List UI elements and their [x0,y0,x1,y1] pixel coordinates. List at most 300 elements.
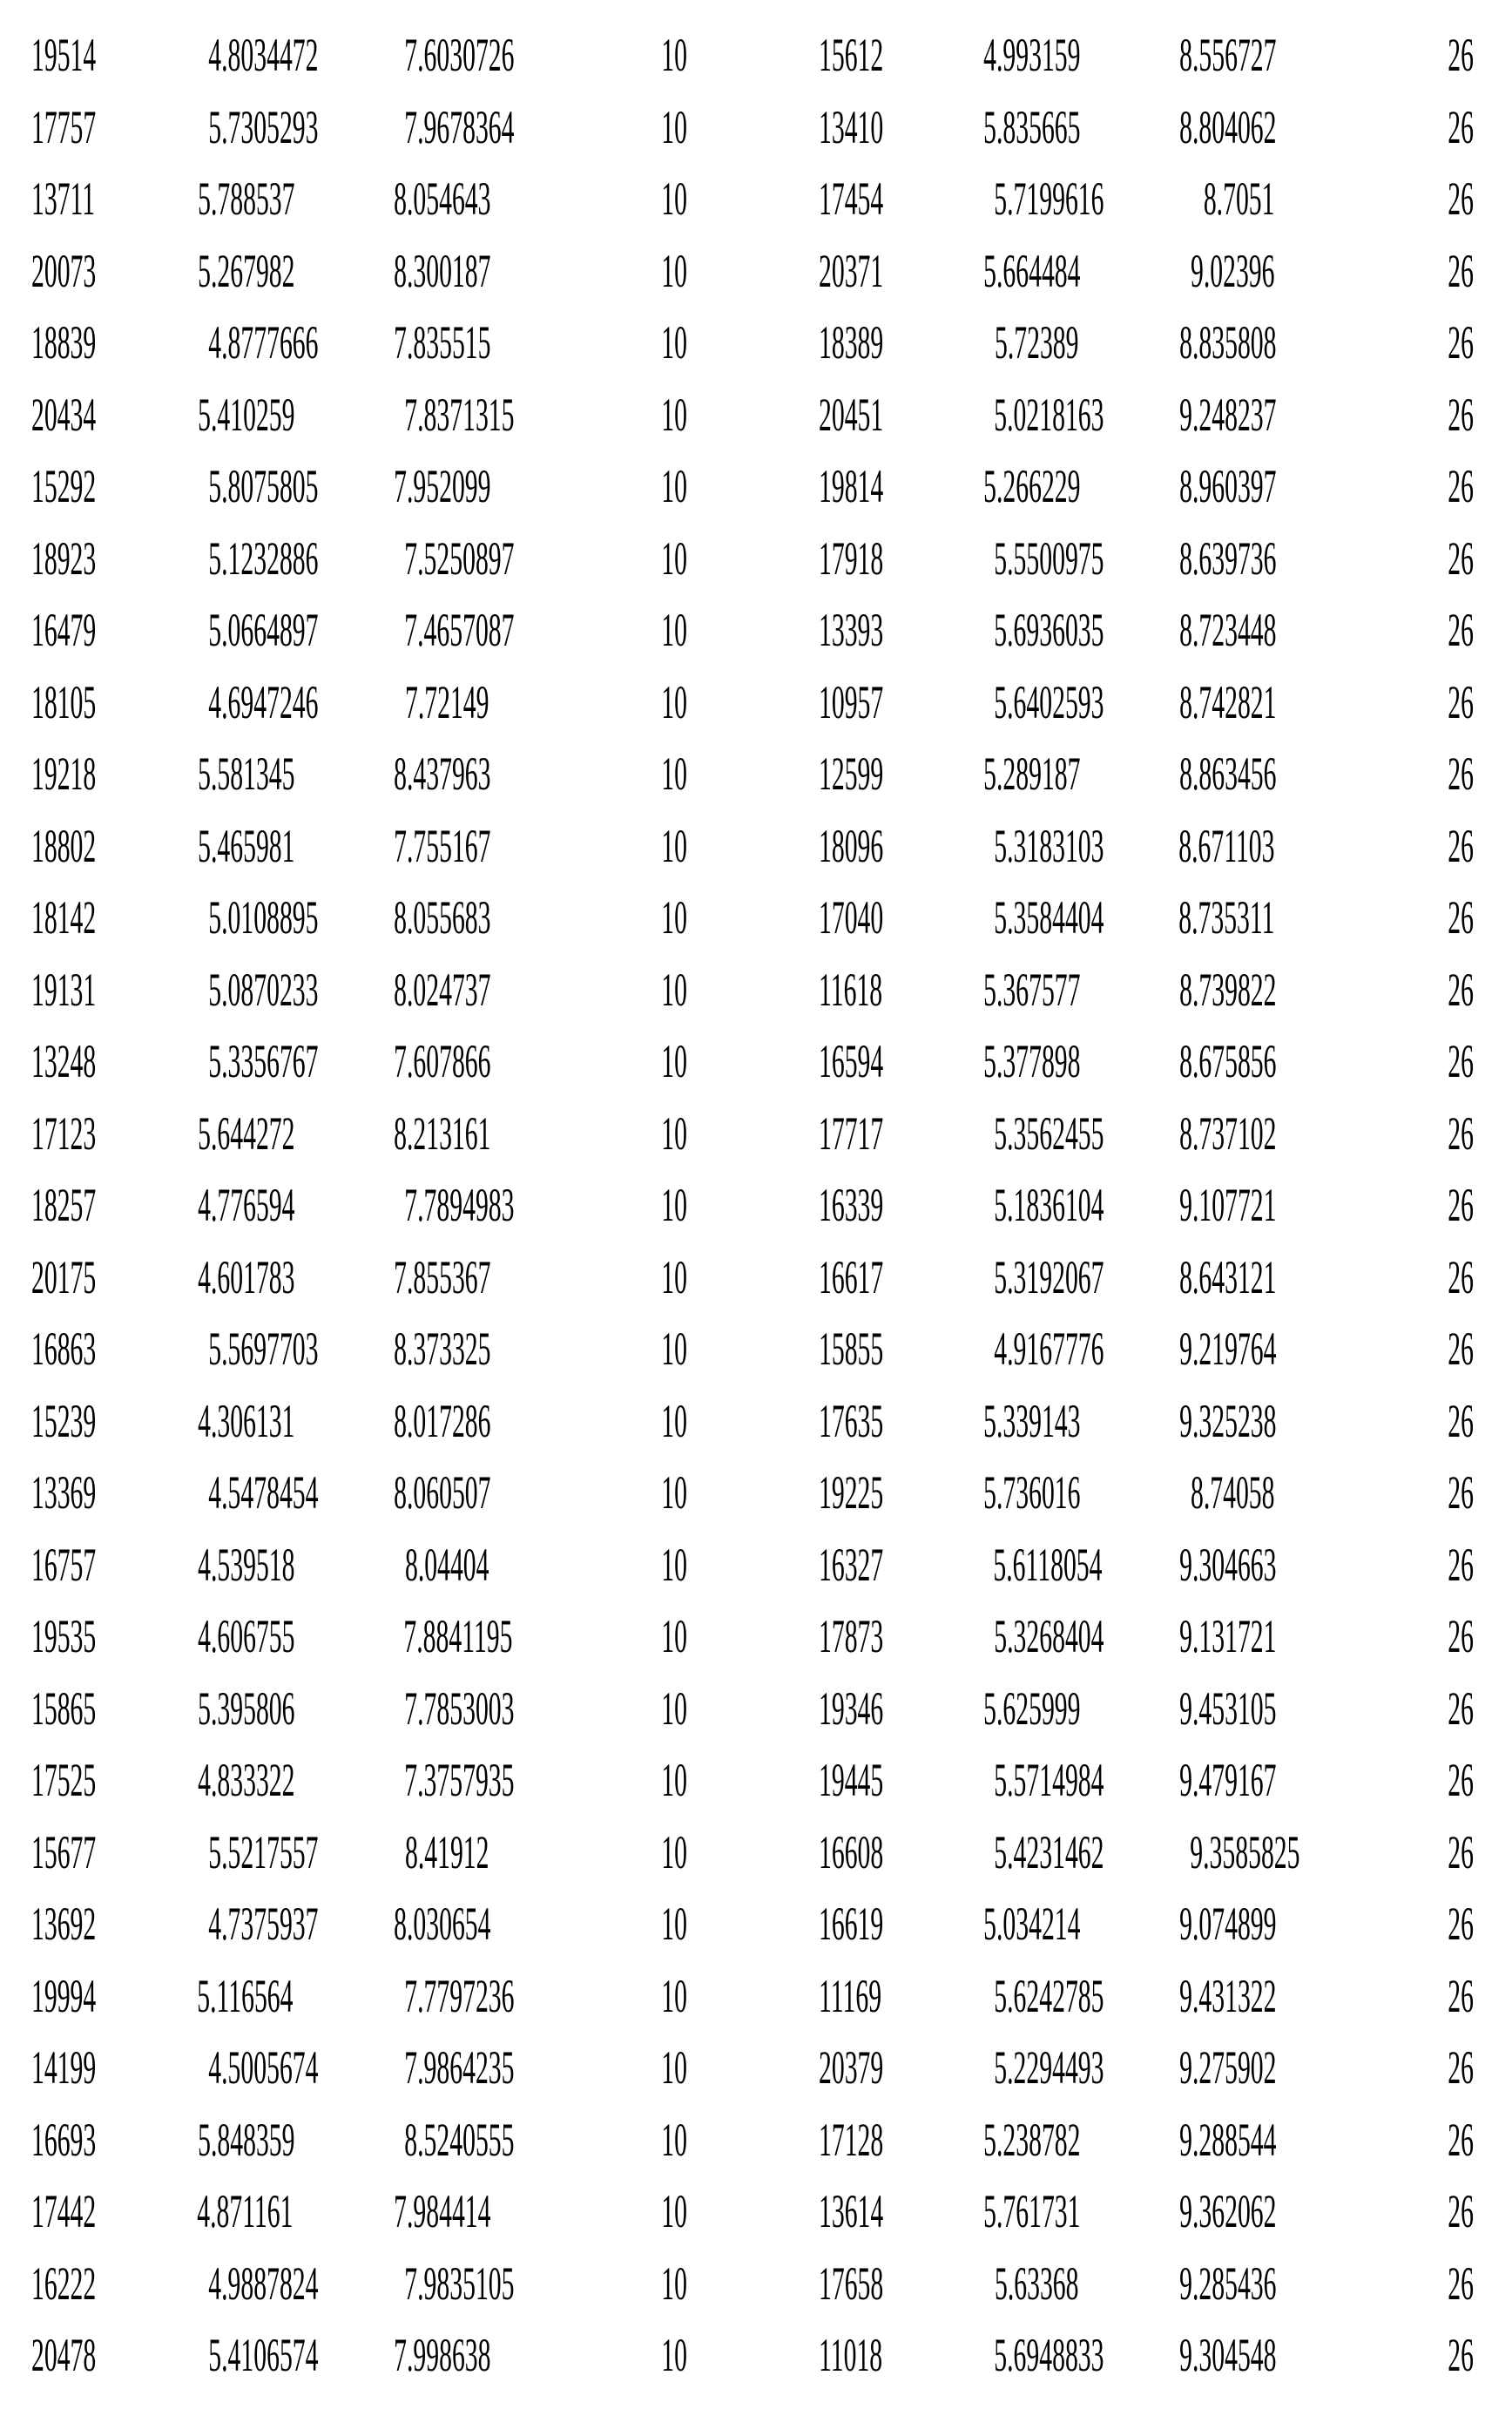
cell-text: 26 [1448,675,1474,728]
right-group-cell [1299,2257,1474,2310]
table-row [0,1466,1512,1538]
cell-text: 26 [1448,1394,1474,1447]
cell-text: 10 [661,531,687,585]
cell-text: 9.325238 [1179,1394,1277,1447]
right-value-b-cell [1100,820,1274,872]
cell-text: 9.285436 [1179,2257,1277,2310]
table-row [0,2041,1512,2113]
cell-text: 8.054643 [394,173,491,225]
cell-text: 7.9864235 [404,2041,515,2094]
cell-text: 19445 [819,1754,884,1806]
right-value-b-cell [1100,1969,1277,2022]
right-value-b-cell [1100,1106,1277,1160]
right-value-a-cell [904,1394,1081,1447]
cell-text: 5.465981 [198,819,295,872]
right-value-b-cell [1100,963,1277,1016]
right-value-a-cell [904,1682,1081,1735]
cell-text: 10 [661,29,687,81]
left-value-a-cell [118,2041,319,2094]
table-row [0,2114,1512,2185]
cell-text: 13410 [819,100,884,153]
cell-text: 20379 [819,2041,884,2094]
cell-text: 16693 [31,2113,97,2166]
left-value-b-cell [314,173,489,225]
cell-text: 10 [661,1610,687,1662]
left-value-a-cell [118,389,293,441]
left-value-a-cell [118,1539,293,1591]
cell-text: 5.1232886 [208,531,319,585]
left-value-b-cell [314,2041,515,2094]
cell-text: 7.755167 [394,819,491,872]
cell-text: 10 [661,675,687,728]
cell-text: 20175 [31,1250,97,1303]
cell-text: 15677 [31,1825,97,1878]
right-group-cell [1299,891,1474,944]
right-group-cell [1299,1466,1474,1519]
cell-text: 9.248237 [1179,388,1277,441]
cell-text: 18257 [31,1179,97,1231]
cell-text: 8.373325 [394,1323,491,1375]
left-value-b-cell [314,1035,489,1087]
cell-text: 5.0218163 [994,388,1104,441]
cell-text: 17757 [31,100,97,153]
left-group-cell [513,1826,687,1878]
left-value-a-cell [118,1898,319,1950]
left-group-cell [513,2257,687,2310]
cell-text: 10 [661,2041,687,2094]
right-value-a-cell [904,244,1081,297]
right-group-cell [1299,748,1474,800]
left-value-b-cell [314,1323,489,1375]
left-group-cell [513,2329,687,2381]
right-value-a-cell [904,819,1104,872]
cell-text: 26 [1448,316,1474,369]
left-value-b-cell [314,1395,489,1447]
cell-text: 17658 [819,2257,884,2310]
left-value-a-cell [118,173,293,225]
cell-text: 15292 [31,460,97,512]
cell-text: 8.960397 [1179,460,1277,512]
left-value-b-cell [314,1466,489,1519]
cell-text: 16222 [31,2257,97,2310]
cell-text: 19814 [819,460,884,512]
cell-text: 10 [661,1394,687,1447]
cell-text: 8.639736 [1179,531,1277,585]
cell-text: 26 [1448,1754,1474,1806]
left-value-b-cell [314,2329,489,2381]
cell-text: 5.8075805 [208,460,319,512]
table-row [0,1251,1512,1323]
cell-text: 5.410259 [198,388,295,441]
right-group-cell [1299,1970,1474,2022]
left-value-a-cell [118,1825,319,1878]
right-value-a-cell [904,604,1104,656]
cell-text: 26 [1448,748,1474,800]
left-value-a-cell [118,531,319,585]
left-value-b-cell [314,460,489,512]
cell-text: 5.0108895 [208,891,319,944]
cell-text: 8.723448 [1179,604,1277,656]
table-row [0,1539,1512,1610]
cell-text: 5.6402593 [994,675,1104,728]
right-group-cell [1299,1251,1474,1303]
cell-text: 9.219764 [1179,1323,1277,1375]
cell-text: 19535 [31,1610,97,1662]
left-value-a-cell [118,1970,293,2022]
left-value-a-cell [118,460,319,512]
right-group-cell [1299,245,1474,297]
left-value-b-cell [314,316,489,369]
cell-text: 10 [661,173,687,225]
cell-text: 17128 [819,2113,884,2166]
left-value-a-cell [118,1107,293,1160]
left-value-a-cell [118,1466,319,1519]
right-group-cell [1299,1539,1474,1591]
cell-text: 17442 [31,2185,97,2237]
right-value-b-cell [1100,1754,1277,1806]
right-value-a-cell [904,1610,1104,1662]
cell-text: 4.5005674 [208,2041,319,2094]
cell-text: 9.453105 [1179,1682,1277,1735]
cell-text: 9.479167 [1179,1754,1277,1806]
cell-text: 26 [1448,891,1474,944]
cell-text: 10 [661,244,687,297]
cell-text: 7.7894983 [404,1179,515,1231]
cell-text: 8.735311 [1178,891,1275,944]
left-value-a-cell [118,1251,293,1303]
cell-text: 9.304663 [1179,1538,1277,1591]
right-value-a-cell [904,963,1081,1016]
left-value-a-cell [118,1179,293,1231]
left-value-b-cell [314,2185,489,2237]
cell-text: 26 [1448,1179,1474,1231]
cell-text: 26 [1448,388,1474,441]
cell-text: 5.0870233 [208,963,319,1016]
cell-text: 9.275902 [1179,2041,1277,2094]
cell-text: 9.02396 [1190,244,1274,297]
cell-text: 9.131721 [1179,1610,1277,1662]
cell-text: 10 [661,1969,687,2022]
cell-text: 26 [1448,2185,1474,2237]
left-group-cell [513,1898,687,1950]
right-value-b-cell [1100,1682,1277,1735]
cell-text: 7.855367 [394,1250,491,1303]
cell-text: 17040 [819,891,884,944]
right-value-b-cell [1100,2257,1277,2310]
cell-text: 8.863456 [1179,748,1277,800]
right-value-a-cell [904,1969,1104,2022]
right-value-a-cell [904,675,1104,728]
cell-text: 5.395806 [198,1682,295,1735]
right-group-cell [1299,1107,1474,1160]
table-row [0,1179,1512,1250]
right-value-a-cell [904,1179,1104,1231]
table-row [0,2329,1512,2400]
left-value-a-cell [118,1395,293,1447]
cell-text: 11618 [819,963,883,1016]
left-value-a-cell [118,748,293,800]
cell-text: 17873 [819,1610,884,1662]
right-value-b-cell [1100,1394,1277,1447]
cell-text: 4.871161 [197,2185,294,2237]
table-row [0,1107,1512,1179]
cell-text: 5.736016 [983,1466,1081,1519]
cell-text: 19218 [31,748,97,800]
cell-text: 5.3268404 [994,1610,1104,1662]
left-value-b-cell [314,1682,515,1735]
cell-text: 5.3356767 [208,1035,319,1087]
left-value-b-cell [314,1107,489,1160]
left-value-a-cell [118,675,319,728]
left-group-cell [513,1539,687,1591]
cell-text: 5.034214 [983,1898,1081,1950]
cell-text: 15239 [31,1394,97,1447]
left-group-cell [513,1970,687,2022]
cell-text: 5.3192067 [994,1250,1104,1303]
cell-text: 7.3757935 [404,1754,515,1806]
cell-text: 26 [1448,2329,1474,2381]
table-row [0,173,1512,244]
cell-text: 5.6118054 [993,1538,1103,1591]
cell-text: 5.4106574 [208,2329,319,2381]
left-group-cell [513,1754,687,1806]
cell-text: 10 [661,748,687,800]
table-row [0,891,1512,963]
left-group-cell [513,1610,687,1662]
cell-text: 4.5478454 [208,1466,319,1519]
right-group-cell [1299,2041,1474,2094]
cell-text: 9.288544 [1179,2113,1277,2166]
cell-text: 5.788537 [198,173,295,225]
left-group-cell [513,820,687,872]
cell-text: 7.984414 [394,2185,491,2237]
right-value-b-cell [1100,891,1274,944]
table-row [0,1610,1512,1682]
right-value-a-cell [904,1323,1104,1375]
left-group-cell [513,1395,687,1447]
cell-text: 5.5500975 [994,531,1104,585]
cell-text: 5.7305293 [208,100,319,153]
cell-text: 26 [1448,1898,1474,1950]
right-value-a-cell [904,173,1104,225]
table-row [0,245,1512,316]
cell-text: 9.3585825 [1190,1825,1300,1878]
cell-text: 5.339143 [983,1394,1081,1447]
table-row [0,1035,1512,1106]
cell-text: 8.556727 [1179,29,1277,81]
right-group-cell [1299,676,1474,728]
cell-text: 26 [1448,2041,1474,2094]
left-value-b-cell [314,100,515,153]
cell-text: 7.6030726 [404,29,515,81]
cell-text: 7.9678364 [404,100,515,153]
right-value-a-cell [904,316,1078,369]
left-value-b-cell [314,1539,489,1591]
cell-text: 7.998638 [394,2329,491,2381]
cell-text: 19994 [31,1969,97,2022]
cell-text: 5.6948833 [994,2329,1104,2381]
right-group-cell [1299,1179,1474,1231]
right-value-b-cell [1100,675,1277,728]
cell-text: 7.72149 [404,675,489,728]
cell-text: 4.993159 [983,29,1081,81]
cell-text: 10 [661,604,687,656]
left-value-b-cell [314,1826,489,1878]
table-row [0,748,1512,819]
cell-text: 26 [1448,819,1474,872]
cell-text: 8.742821 [1179,675,1277,728]
right-value-a-cell [904,460,1081,512]
cell-text: 10 [661,891,687,944]
left-group-cell [513,316,687,369]
left-value-b-cell [314,676,489,728]
table-row [0,676,1512,748]
cell-text: 17123 [31,1106,97,1160]
right-value-a-cell [904,2113,1081,2166]
cell-text: 8.7051 [1203,173,1274,225]
left-group-cell [513,245,687,297]
left-group-cell [513,1251,687,1303]
table-row [0,389,1512,460]
cell-text: 4.6947246 [208,675,319,728]
left-value-a-cell [118,1323,319,1375]
left-value-a-cell [118,820,293,872]
cell-text: 4.306131 [198,1394,295,1447]
cell-text: 17717 [819,1106,884,1160]
cell-text: 20371 [819,244,884,297]
left-group-cell [513,532,687,585]
cell-text: 4.601783 [198,1250,295,1303]
cell-text: 8.024737 [394,963,491,1016]
cell-text: 5.1836104 [994,1179,1104,1231]
cell-text: 10 [661,316,687,369]
cell-text: 18096 [819,819,884,872]
table-row [0,1395,1512,1466]
cell-text: 15865 [31,1682,97,1735]
left-value-b-cell [314,29,515,81]
cell-text: 5.5714984 [994,1754,1104,1806]
right-value-a-cell [904,1898,1081,1950]
right-value-b-cell [1100,100,1277,153]
cell-text: 26 [1448,1035,1474,1087]
cell-text: 26 [1448,100,1474,153]
right-value-a-cell [904,891,1104,944]
right-value-a-cell [904,2185,1081,2237]
table-row [0,532,1512,604]
cell-text: 13393 [819,604,884,656]
right-group-cell [1299,532,1474,585]
left-value-a-cell [118,245,293,297]
table-row [0,460,1512,531]
right-value-b-cell [1100,1825,1300,1878]
cell-text: 5.63368 [994,2257,1078,2310]
table-row [0,820,1512,891]
right-value-b-cell [1100,29,1277,81]
cell-text: 16617 [819,1250,884,1303]
left-group-cell [513,1035,687,1087]
cell-text: 13614 [819,2185,884,2237]
cell-text: 13692 [31,1898,97,1950]
cell-text: 10 [661,2329,687,2381]
left-value-b-cell [314,1610,513,1662]
left-group-cell [513,676,687,728]
cell-text: 16594 [819,1035,884,1087]
right-value-b-cell [1100,388,1277,441]
right-group-cell [1299,1395,1474,1447]
cell-text: 17525 [31,1754,97,1806]
cell-text: 4.8777666 [208,316,319,369]
table-row [0,964,1512,1035]
cell-text: 5.7199616 [994,173,1104,225]
right-value-b-cell [1100,316,1277,369]
cell-text: 26 [1448,1610,1474,1662]
cell-text: 18839 [31,316,97,369]
cell-text: 5.116564 [197,1969,294,2022]
cell-text: 5.625999 [983,1682,1081,1735]
cell-text: 7.835515 [394,316,491,369]
cell-text: 26 [1448,173,1474,225]
left-group-cell [513,1466,687,1519]
cell-text: 4.833322 [198,1754,295,1806]
cell-text: 8.41912 [404,1825,489,1878]
cell-text: 10 [661,1466,687,1519]
left-value-a-cell [118,2185,293,2237]
cell-text: 26 [1448,1323,1474,1375]
right-value-b-cell [1100,173,1274,225]
cell-text: 10 [661,963,687,1016]
left-group-cell [513,1323,687,1375]
right-value-a-cell [904,531,1104,585]
cell-text: 5.835665 [983,100,1081,153]
cell-text: 5.581345 [198,748,295,800]
cell-text: 10 [661,1682,687,1735]
cell-text: 16327 [819,1538,884,1591]
right-group-cell [1299,2114,1474,2166]
cell-text: 8.213161 [394,1106,491,1160]
cell-text: 9.362062 [1179,2185,1277,2237]
cell-text: 26 [1448,1682,1474,1735]
right-value-b-cell [1100,1898,1277,1950]
left-value-b-cell [314,820,489,872]
cell-text: 10 [661,1179,687,1231]
left-group-cell [513,101,687,153]
right-value-a-cell [904,748,1081,800]
cell-text: 7.607866 [394,1035,491,1087]
cell-text: 26 [1448,460,1474,512]
cell-text: 20451 [819,388,884,441]
cell-text: 8.675856 [1179,1035,1277,1087]
cell-text: 10 [661,2185,687,2237]
table-row [0,2185,1512,2257]
left-group-cell [513,748,687,800]
right-group-cell [1299,1610,1474,1662]
cell-text: 10 [661,1250,687,1303]
cell-text: 8.5240555 [404,2113,515,2166]
left-value-b-cell [314,1179,515,1231]
right-group-cell [1299,460,1474,512]
cell-text: 8.437963 [394,748,491,800]
right-group-cell [1299,1898,1474,1950]
cell-text: 5.848359 [198,2113,295,2166]
cell-text: 10 [661,1754,687,1806]
right-value-a-cell [904,1754,1104,1806]
left-group-cell [513,460,687,512]
cell-text: 8.835808 [1179,316,1277,369]
right-group-cell [1299,1323,1474,1375]
left-value-b-cell [314,964,489,1016]
cell-text: 10 [661,388,687,441]
cell-text: 20434 [31,388,97,441]
